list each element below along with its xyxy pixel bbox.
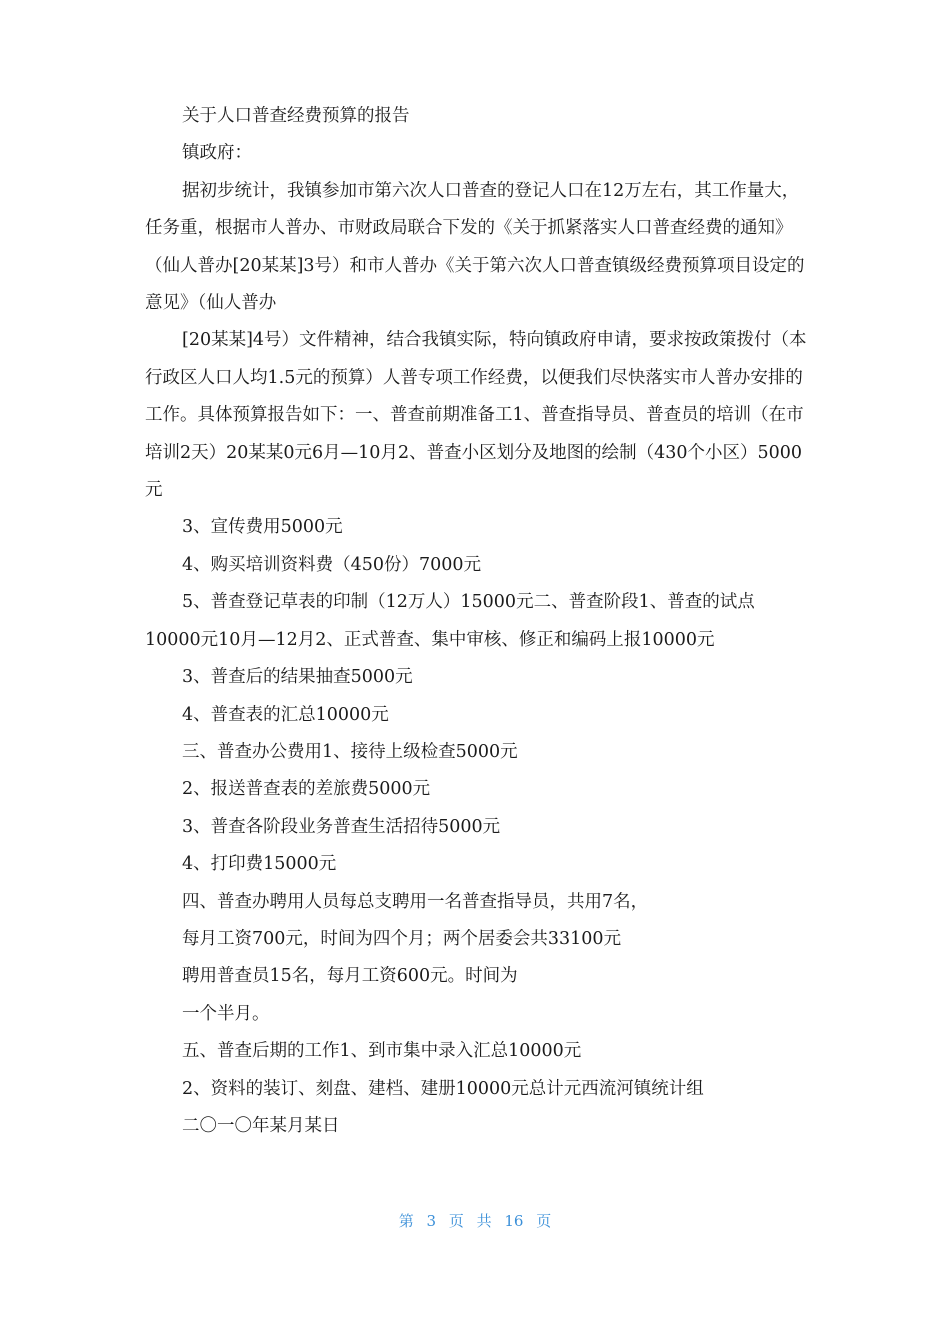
paragraph: 据初步统计，我镇参加市第六次人口普查的登记人口在12万左右，其工作量大，任务重，根据市人普办、市财政局联合下发的《关于抓紧落实人口普查经费的通知》（仙人普办[20某某]3号）和市人普办《关于第六次人口普查镇级经费预算项目设定的意见》（仙人普办 — [145, 180, 805, 314]
paragraph: 2、资料的装订、刻盘、建档、建册10000元总计元西流河镇统计组 — [182, 1078, 704, 1099]
document-title: 关于人口普查经费预算的报告 — [182, 106, 410, 126]
paragraph: 聘用普查员15名，每月工资600元。时间为 — [182, 966, 518, 987]
paragraph-list — [145, 135, 810, 1145]
paragraph: 3、宣传费用5000元 — [182, 517, 343, 538]
paragraph: 2、报送普查表的差旅费5000元 — [182, 779, 431, 800]
paragraph: 二〇一〇年某月某日 — [182, 1115, 340, 1136]
paragraph: 每月工资700元，时间为四个月；两个居委会共33100元 — [182, 928, 622, 949]
paragraph: 5、普查登记草表的印制（12万人）15000元二、普查阶段1、普查的试点10000元10月—12月2、正式普查、集中审核、修正和编码上报10000元 — [145, 592, 755, 650]
paragraph: 4、购买培训资料费（450份）7000元 — [182, 554, 482, 575]
paragraph: 四、普查办聘用人员每总支聘用一名普查指导员，共用7名， — [182, 891, 649, 912]
paragraph: 三、普查办公费用1、接待上级检查5000元 — [182, 741, 518, 762]
paragraph: 4、普查表的汇总10000元 — [182, 704, 389, 725]
page-footer: 第 3 页 共 16 页 — [398, 1212, 552, 1230]
paragraph: 3、普查后的结果抽查5000元 — [182, 667, 413, 688]
document-body — [145, 98, 810, 1145]
paragraph: [20某某]4号）文件精神，结合我镇实际，特向镇政府申请，要求按政策拨付（本行政区人口人均1.5元的预算）人普专项工作经费，以便我们尽快落实市人普办安排的工作。具体预算报告如下：一、普查前期准备工1、普查指导员、普查员的培训（在市培训2天）20某某0元6月—10月2、普查小区划分及地图的绘制（430个小区）5000元 — [145, 330, 807, 501]
paragraph: 3、普查各阶段业务普查生活招待5000元 — [182, 816, 501, 837]
paragraph: 一个半月。 — [182, 1003, 270, 1024]
paragraph: 五、普查后期的工作1、到市集中录入汇总10000元 — [182, 1041, 582, 1062]
paragraph: 4、打印费15000元 — [182, 854, 337, 875]
paragraph: 镇政府： — [182, 143, 252, 164]
